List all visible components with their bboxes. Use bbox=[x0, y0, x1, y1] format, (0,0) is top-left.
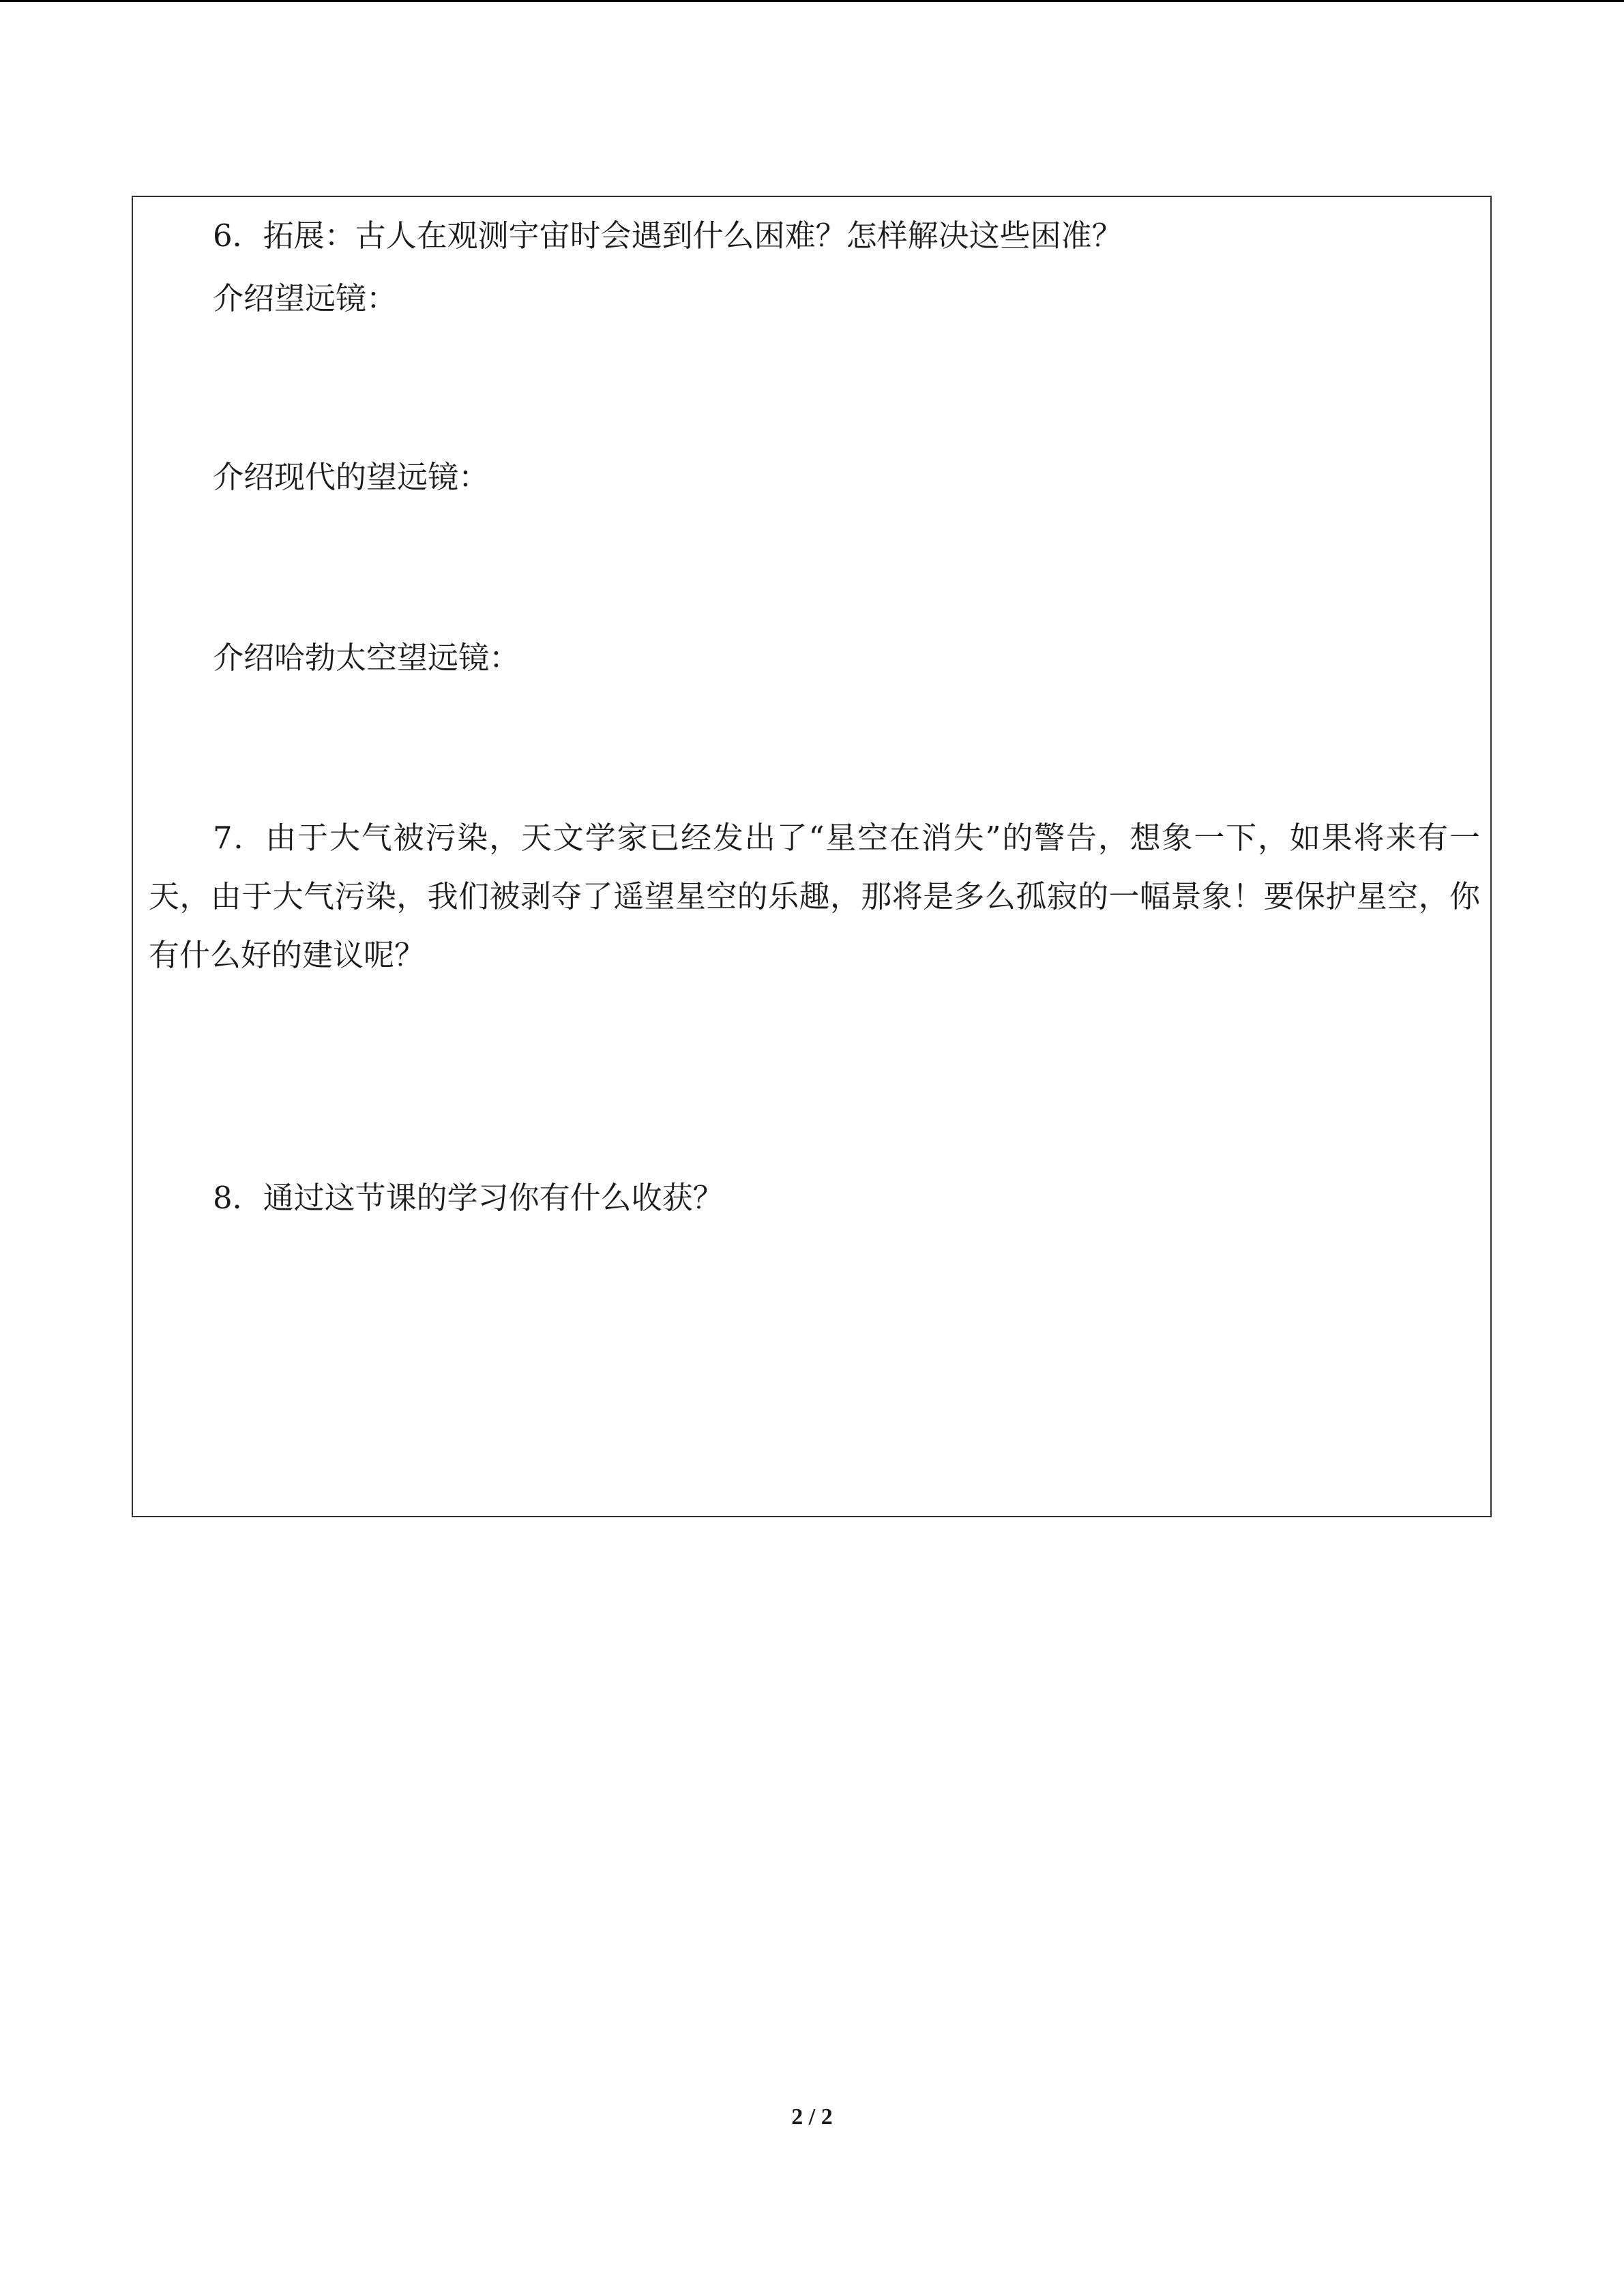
telescope-intro-label: 介绍望远镜： bbox=[213, 280, 398, 316]
question-7-prompt: 7．由于大气被污染，天文学家已经发出了“星空在消失”的警告，想象一下，如果将来有一天，由于大气污染，我们被剥夺了遥望星空的乐趣，那将是多么孤寂的一幅景象！要保护星空，你有什么好的建议呢？ bbox=[149, 820, 1480, 973]
question-8-prompt: 8．通过这节课的学习你有什么收获？ bbox=[213, 1180, 724, 1216]
hubble-telescope-label: 介绍哈勃太空望远镜： bbox=[213, 640, 520, 676]
page-number: 2 / 2 bbox=[791, 2104, 833, 2130]
top-border bbox=[0, 0, 1624, 2]
modern-telescope-label: 介绍现代的望远镜： bbox=[213, 459, 490, 495]
question-6-prompt: 6．拓展：古人在观测宇宙时会遇到什么困难？怎样解决这些困准？ bbox=[213, 218, 1123, 254]
